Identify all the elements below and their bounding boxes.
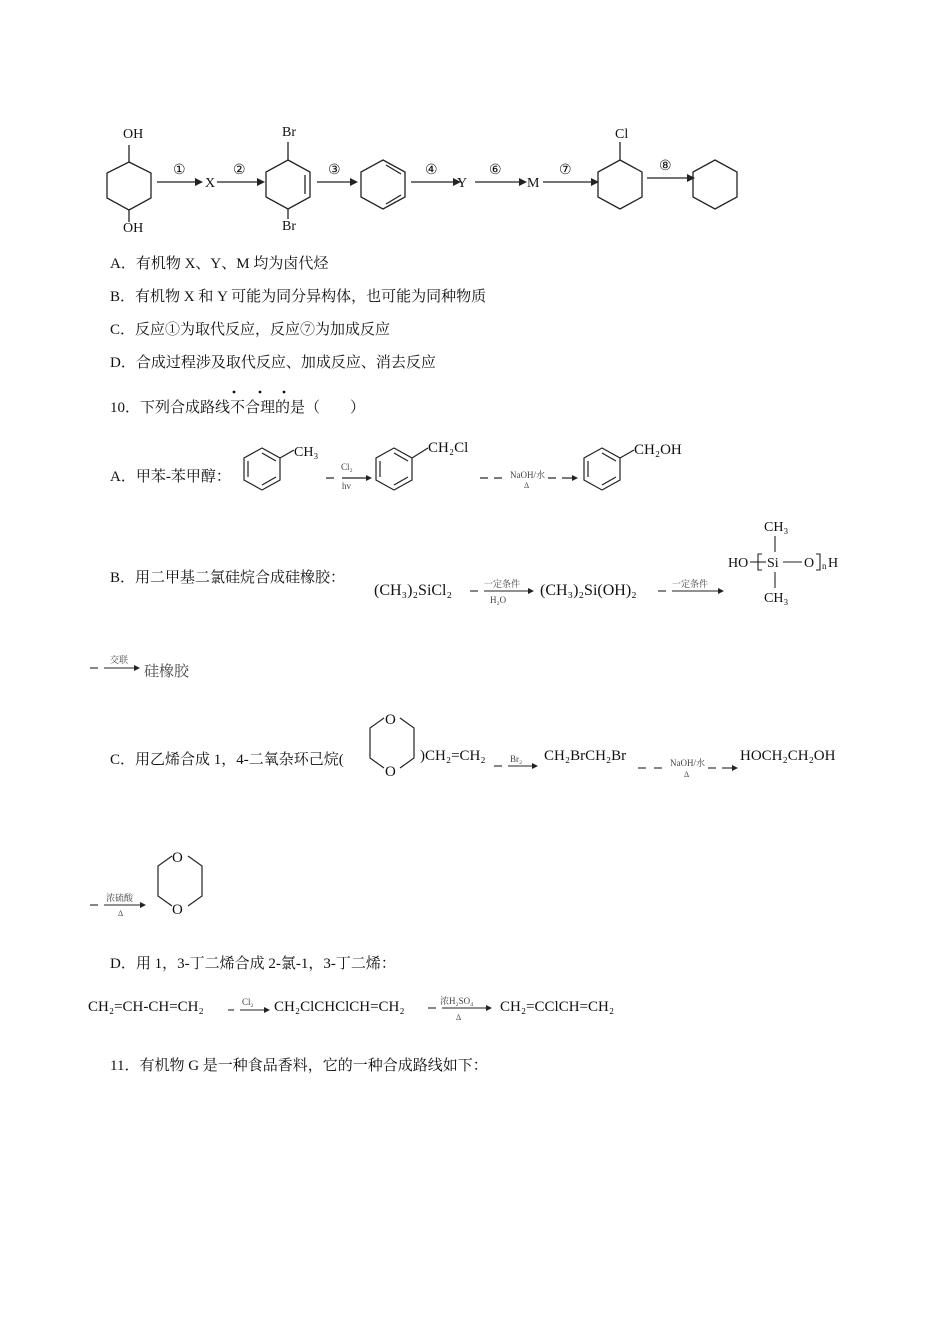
emphasis-dots <box>226 388 296 396</box>
a-arrow2-top: NaOH/水 <box>510 470 545 480</box>
q10-a-scheme <box>238 438 858 502</box>
c-arrow-2 <box>636 752 740 782</box>
step-6-label: ⑥ <box>489 163 502 178</box>
d-arrow-1 <box>226 994 274 1018</box>
d-arrow-2 <box>426 992 498 1024</box>
c-prod-o-top: O <box>172 850 183 866</box>
b-intermediate: (CH₃)₂Si(OH)₂ <box>540 582 637 599</box>
b-arrow2-top: 一定条件 <box>672 579 709 589</box>
polymer-n: n <box>822 561 827 571</box>
c-prod-o-bottom: O <box>172 902 183 918</box>
b-arrow1-bottom: H₂O <box>490 595 507 605</box>
q10-a-label: A．甲苯-苯甲醇： <box>110 469 231 485</box>
c-arrow2-top: NaOH/水 <box>670 758 705 768</box>
q9-option-d: D．合成过程涉及取代反应、加成反应、消去反应 <box>110 355 436 371</box>
oh-top-label: OH <box>123 127 144 142</box>
polymer-ho: HO <box>728 556 749 571</box>
q9-option-c: C．反应①为取代反应，反应⑦为加成反应 <box>110 322 391 338</box>
y-label: Y <box>457 176 468 191</box>
d-arrow1-top: Cl₂ <box>242 997 254 1007</box>
step-2-label: ② <box>233 163 246 178</box>
q10-stem-prefix: 10．下列合成路线 <box>110 400 231 416</box>
ch3-label: CH₃ <box>294 445 319 460</box>
c-dioxane-product <box>152 844 212 918</box>
oh-bottom-label: OH <box>123 221 144 236</box>
b-arrow3-top: 交联 <box>110 655 129 665</box>
step-3-label: ③ <box>328 163 341 178</box>
b-arrow-1 <box>468 576 538 610</box>
a-arrow1-top: Cl₂ <box>341 462 353 472</box>
b-arrow-3 <box>88 654 144 678</box>
polymer-si: Si <box>767 556 779 571</box>
br-top-label: Br <box>282 125 296 140</box>
step-4-label: ④ <box>425 163 438 178</box>
m-label: M <box>527 176 540 191</box>
q10-stem-emphasis: 不合理 <box>230 400 276 416</box>
reaction-scheme <box>95 118 755 238</box>
q10-d-label: D．用 1，3-丁二烯合成 2-氯-1，3-丁二烯： <box>110 956 396 972</box>
step-8-label: ⑧ <box>659 159 672 174</box>
c-arrow2-bottom: Δ <box>684 770 690 779</box>
step-7-label: ⑦ <box>559 163 572 178</box>
polymer-h: H <box>828 556 839 571</box>
d-arrow2-bottom: Δ <box>456 1013 462 1022</box>
c-arrow-1 <box>492 750 542 774</box>
c-dioxane-inline <box>364 706 424 784</box>
ch2cl-label: CH₂Cl <box>428 440 469 456</box>
q9-option-a: A．有机物 X、Y、M 均为卤代烃 <box>110 256 329 272</box>
x-label: X <box>205 176 216 191</box>
q11-stem: 11．有机物 G 是一种食品香料，它的一种合成路线如下： <box>110 1058 488 1074</box>
a-arrow1-bottom: hv <box>342 481 351 491</box>
cl-label: Cl <box>615 127 629 142</box>
b-polymer <box>728 516 848 608</box>
c-ethylene: CH₂=CH₂ <box>425 748 486 764</box>
c-label-close <box>420 748 486 765</box>
c-dibromide: CH₂BrCH₂Br <box>544 748 627 764</box>
polymer-ch3-bottom: CH₃ <box>764 591 789 606</box>
q10-stem <box>110 396 365 417</box>
c-ring-o-top: O <box>385 712 396 728</box>
d-arrow2-top: 浓H₂SO₄ <box>440 996 474 1006</box>
q10-b-label: B．用二甲基二氯硅烷合成硅橡胶： <box>110 570 346 586</box>
c-ring-o-bottom: O <box>385 764 396 780</box>
d-product: CH₂=CClCH=CH₂ <box>500 999 615 1015</box>
b-reactant: (CH₃)₂SiCl₂ <box>374 582 453 599</box>
b-arrow1-top: 一定条件 <box>484 579 521 589</box>
b-arrow-2 <box>656 576 728 610</box>
c-glycol: HOCH₂CH₂OH <box>740 748 836 764</box>
polymer-ch3-top: CH₃ <box>764 520 789 535</box>
c-close-paren: ) <box>420 748 425 764</box>
c-arrow3-bottom: Δ <box>118 909 124 918</box>
c-arrow1-top: Br₂ <box>510 754 523 764</box>
b-product: 硅橡胶 <box>144 664 190 680</box>
d-butadiene: CH₂=CH-CH=CH₂ <box>88 999 204 1015</box>
q10-c-label: C．用乙烯合成 1，4-二氧杂环己烷( <box>110 752 344 768</box>
polymer-o: O <box>804 556 815 571</box>
q9-option-b: B．有机物 X 和 Y 可能为同分异构体，也可能为同种物质 <box>110 289 487 305</box>
c-arrow3-top: 浓硫酸 <box>106 893 134 903</box>
d-dichloride: CH₂ClCHClCH=CH₂ <box>274 999 405 1015</box>
ch2oh-label: CH₂OH <box>634 442 682 458</box>
q10-stem-suffix: 的是（ ） <box>275 400 366 416</box>
step-1-label: ① <box>173 163 186 178</box>
br-bottom-label: Br <box>282 219 296 234</box>
a-arrow2-bottom: Δ <box>524 481 530 490</box>
c-arrow-3 <box>88 890 150 922</box>
